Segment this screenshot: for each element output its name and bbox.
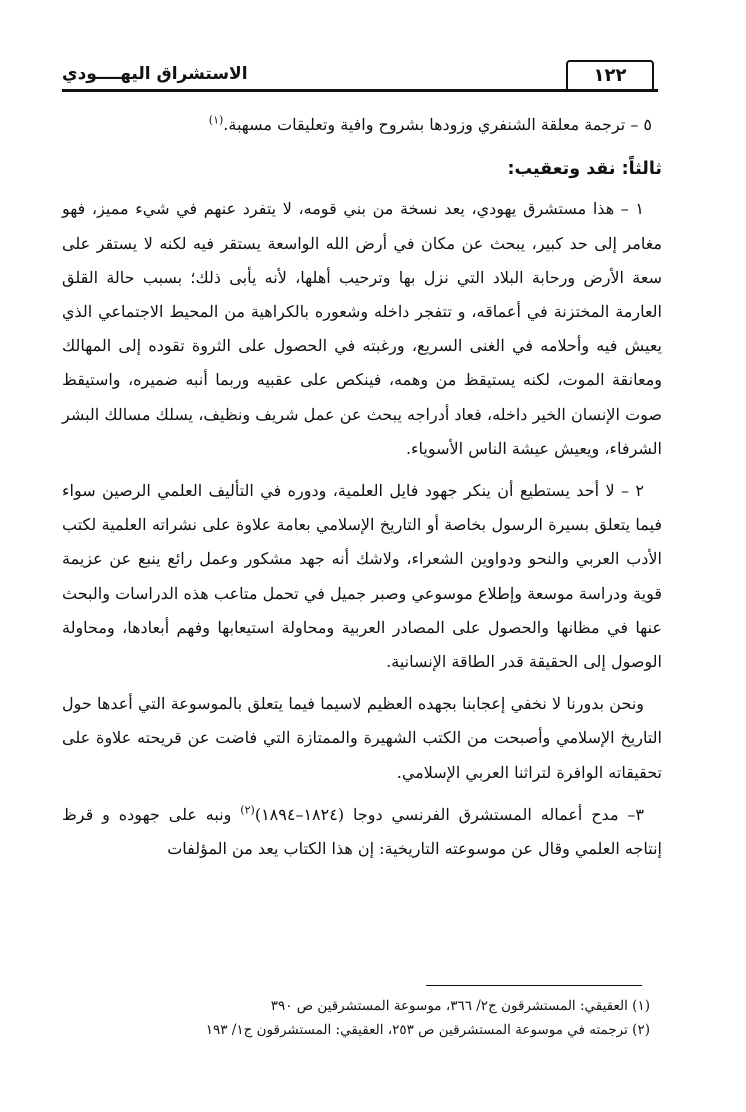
page-number: ١٢٢ — [566, 60, 654, 92]
paragraph-3: ونحن بدورنا لا نخفي إعجابنا بجهده العظيم لاسيما فيما يتعلق بالموسوعة التي أعدها حول التاريخ الإسلامي وأصبحت من الكتب الشهيرة والممتازة التي فاضت عن قريحته علاوة على تحقيقاته الوافرة لتراثنا العربي الإسلامي. — [62, 694, 662, 782]
footnotes — [62, 994, 650, 1042]
paragraph-4 — [62, 798, 662, 866]
header-rule — [62, 89, 658, 92]
list-item-5 — [62, 108, 652, 142]
section-heading: ثالثاً: نقد وتعقيب: — [507, 159, 662, 180]
list-item-5-text: ٥ – ترجمة معلقة الشنفري وزودها بشروح وافية وتعليقات مسهبة. — [223, 115, 652, 134]
running-title: الاستشراق اليهــــودي — [62, 64, 248, 84]
paragraph-4-start: ٣– مدح أعماله المستشرق الفرنسي دوجا (١٨٢٤–١٨٩٤) — [254, 804, 645, 824]
paragraph-4-end: ونبه على جهوده و قرظ إنتاجه العلمي وقال عن موسوعته التاريخية: إن هذا الكتاب يعد من المؤلفات — [62, 804, 662, 859]
footnote-divider — [426, 985, 642, 986]
paragraph-2: ٢ – لا أحد يستطيع أن ينكر جهود فايل العلمية، ودوره في التأليف العلمي الرصين سواء فيما يتعلق بسيرة الرسول بخاصة أو التاريخ الإسلامي بعامة علاوة على نشراته العلمية لكتب الأدب العربي والنحو ودواوين الشعراء، ولاشك أنه جهد مشكور وعمل رائع ينبع عن عزيمة قوية ودراسة موسعة وإطلاع موسوعي وصبر جميل في تحمل متاعب هذه الدراسات والبحث عنها في مظانها والحصول على المصادر العربية ومحاولة استيعابها وفهم أبعادها، ومحاولة الوصول إلى الحقيقة قدر الطاقة الإنسانية. — [62, 481, 663, 672]
footnote-ref-2: (٢) — [240, 803, 255, 817]
footnote-1: (١) العقيقي: المستشرقون ج٢/ ٣٦٦، موسوعة المستشرقين ص ٣٩٠ — [270, 998, 650, 1014]
footnote-ref-1: (١) — [208, 113, 224, 127]
paragraph-1: ١ – هذا مستشرق يهودي، يعد نسخة من بني قومه، لا يتفرد عنهم في شيء مميز، فهو مغامر إلى حد كبير، يبحث عن مكان في أرض الله الواسعة يستقر فيه لكنه لا يستقر على سعة الأرض ورحابة البلاد التي نزل بها وترحيب أهلها، لأنه يأبى ذلك؛ بسبب حالة القلق العارمة المختزنة في أعماقه، و تتفجر داخله وشعوره بالكراهية من المحيط الاجتماعي الذي يعيش فيه وأحلامه في الغنى السريع، ورغبته في الحصول على الثروة تقوده إلى المهالك ومعانقة الموت، لكنه يستيقظ من وهمه، فينكص على عقبيه وربما أنبه ضميره، واستيقظ صوت الإنسان الخير داخله، فعاد أدراجه يبحث عن عمل شريف ونظيف، يسلك مسالك البشر الشرفاء، ويعيش عيشة الناس الأسوياء. — [62, 199, 662, 458]
main-text — [62, 108, 662, 874]
page-header — [62, 60, 658, 94]
footnote-2: (٢) ترجمته في موسوعة المستشرقين ص ٢٥٣، العقيقي: المستشرقون ج١/ ١٩٣ — [205, 1022, 650, 1038]
